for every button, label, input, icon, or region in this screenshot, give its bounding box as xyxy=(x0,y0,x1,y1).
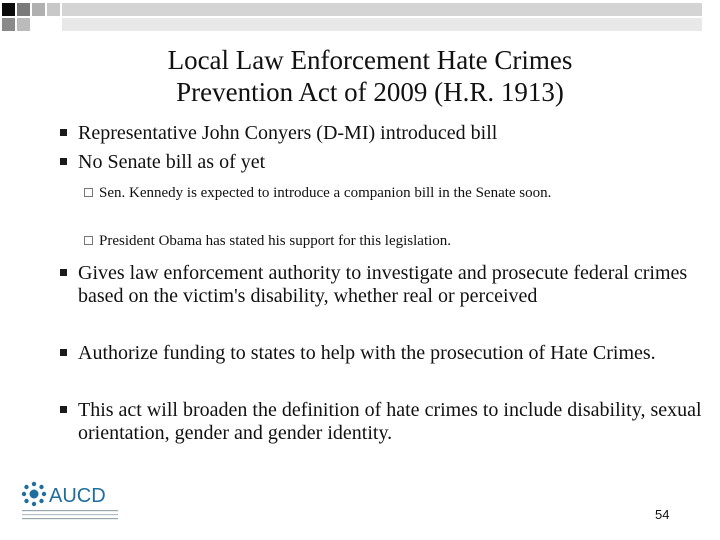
checkbox-bullet-icon xyxy=(84,236,93,245)
decor-square xyxy=(47,3,60,16)
decor-square xyxy=(17,3,30,16)
decor-square xyxy=(17,18,30,31)
bullet-text: No Senate bill as of yet xyxy=(78,151,266,173)
decor-square xyxy=(62,3,702,16)
aucd-logo xyxy=(20,480,130,525)
bullet-marker xyxy=(60,129,67,136)
bullet-marker xyxy=(60,269,67,276)
slide-title xyxy=(60,44,680,108)
decor-square xyxy=(32,3,45,16)
decor-square xyxy=(62,18,702,31)
decor-square xyxy=(2,18,15,31)
slide-title-line-2: Prevention Act of 2009 (H.R. 1913) xyxy=(176,77,564,107)
bullet-text: Authorize funding to states to help with the prosecution of Hate Crimes. xyxy=(78,342,656,364)
logo-wordmark: AUCD xyxy=(49,485,106,507)
bullet-text: This act will broaden the definition of hate crimes to include disability, sexual orientation, gender and gender identity. xyxy=(78,399,702,444)
bullet-text: Representative John Conyers (D-MI) introduced bill xyxy=(78,122,498,144)
bullet-marker xyxy=(60,158,67,165)
slide-title-line-1: Local Law Enforcement Hate Crimes xyxy=(167,45,573,75)
decorative-square-pattern xyxy=(0,0,720,30)
bullet-marker xyxy=(60,406,67,413)
logo-globe-icon xyxy=(22,482,46,506)
decor-square xyxy=(2,3,15,16)
sub-bullet-text: Sen. Kennedy is expected to introduce a companion bill in the Senate soon. xyxy=(99,185,552,201)
checkbox-bullet-icon xyxy=(84,188,93,197)
sub-bullet-text: President Obama has stated his support for this legislation. xyxy=(99,233,452,249)
page-number: 54 xyxy=(655,507,670,522)
bullet-marker xyxy=(60,349,67,356)
bullet-text: Gives law enforcement authority to investigate and prosecute federal crimes based on the victim's disability, whether real or perceived xyxy=(78,262,688,307)
